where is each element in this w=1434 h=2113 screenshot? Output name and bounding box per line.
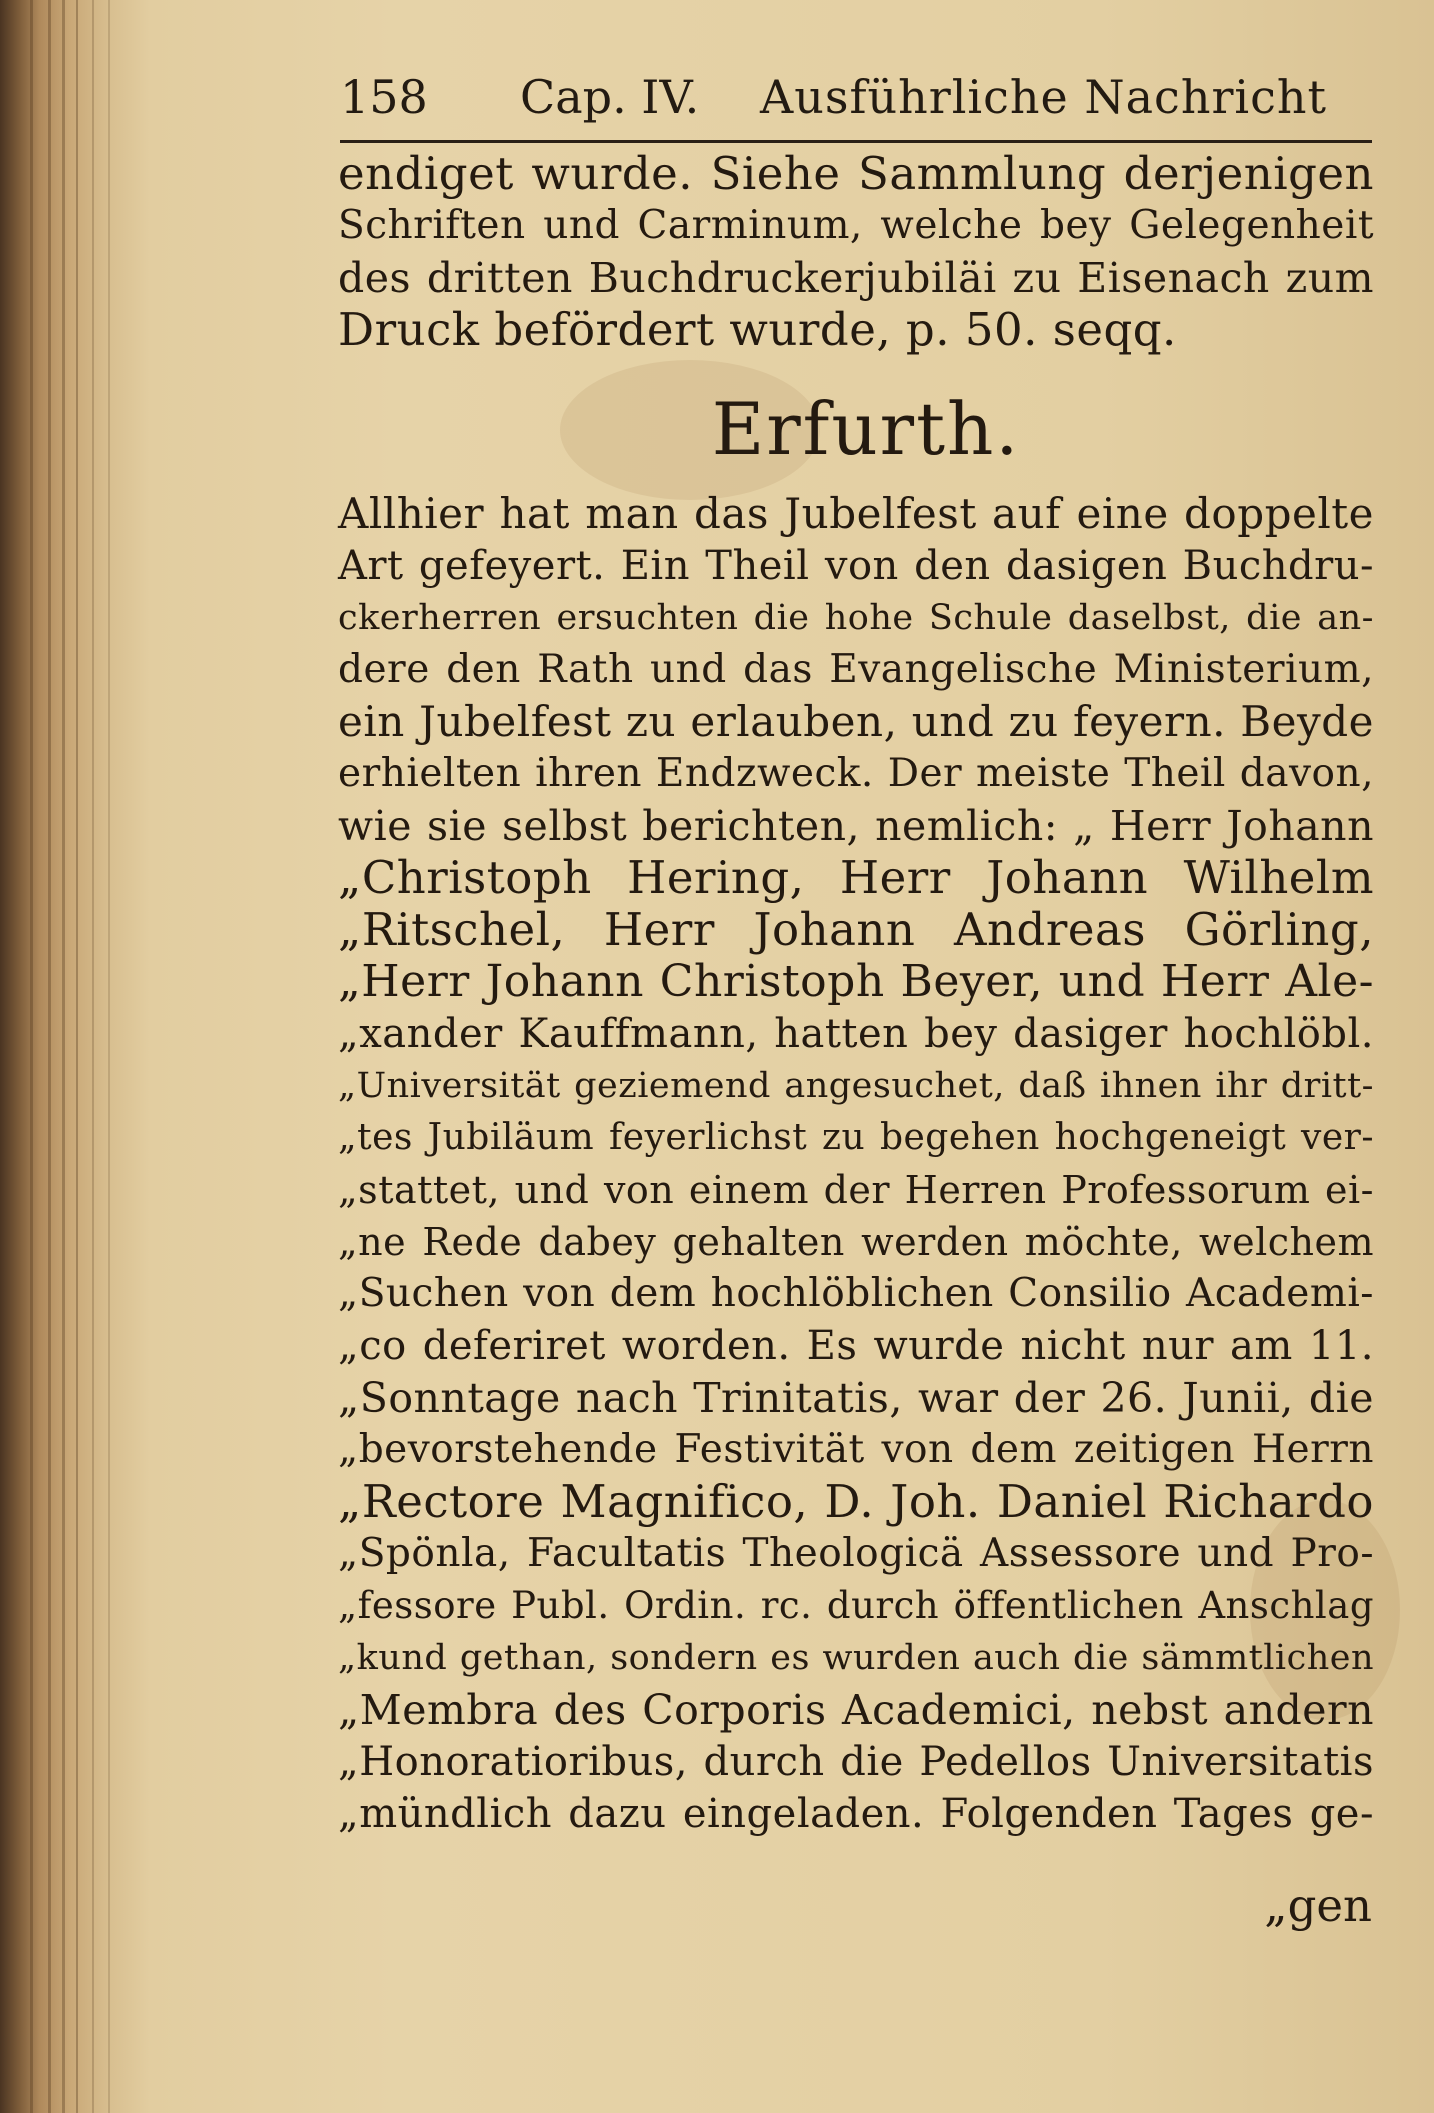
text-line: endiget wurde. Siehe Sammlung derjenigen — [338, 147, 1374, 200]
text-line: „Rectore Magnifico, D. Joh. Daniel Richardo — [338, 1475, 1374, 1528]
page-edge — [30, 0, 33, 2113]
text-line: „bevorstehende Festivität von dem zeitigen Herrn — [338, 1427, 1374, 1472]
text-line: dere den Rath und das Evangelische Ministerium, — [338, 647, 1374, 692]
text-line: „ne Rede dabey gehalten werden möchte, welchem — [338, 1220, 1374, 1264]
text-line: „Suchen von dem hochlöblichen Consilio Academi- — [338, 1271, 1374, 1316]
page-edge — [108, 0, 110, 2113]
section-heading: Erfurth. — [711, 387, 1021, 471]
chapter-label: Cap. IV. — [520, 70, 700, 124]
page-edge — [48, 0, 51, 2113]
text-line: „Universität geziemend angesuchet, daß ihnen ihr dritt- — [338, 1066, 1374, 1106]
page-edge — [92, 0, 94, 2113]
header-rule — [340, 140, 1372, 143]
running-head — [340, 62, 1372, 132]
page-number: 158 — [340, 70, 428, 124]
page-edge — [62, 0, 65, 2113]
text-line: des dritten Buchdruckerjubiläi zu Eisenach zum — [338, 254, 1374, 302]
text-line: „fessore Publ. Ordin. rc. durch öffentlichen Anschlag — [338, 1584, 1374, 1627]
catchword: „gen — [1264, 1879, 1372, 1932]
text-line: „xander Kauffmann, hatten bey dasiger hochlöbl. — [338, 1011, 1374, 1057]
text-line: „Ritschel, Herr Johann Andreas Görling, — [338, 903, 1374, 956]
text-line: „mündlich dazu eingeladen. Folgenden Tages ge- — [338, 1791, 1374, 1837]
text-line: erhielten ihren Endzweck. Der meiste Theil davon, — [338, 751, 1374, 796]
text-line: „kund gethan, sondern es wurden auch die sämmtlichen — [338, 1638, 1374, 1678]
text-line: „Christoph Hering, Herr Johann Wilhelm — [338, 851, 1374, 904]
text-line: „stattet, und von einem der Herren Professorum ei- — [338, 1168, 1374, 1212]
text-line: „Spönla, Facultatis Theologicä Assessore und Pro- — [338, 1531, 1374, 1576]
text-line: „Membra des Corporis Academici, nebst andern — [338, 1686, 1374, 1734]
text-line: „Herr Johann Christoph Beyer, und Herr Ale- — [338, 956, 1374, 1007]
text-line: Druck befördert wurde, p. 50. seqq. — [338, 303, 1177, 356]
text-line: Art gefeyert. Ein Theil von den dasigen Buchdru- — [338, 543, 1374, 589]
text-line: Schriften und Carminum, welche bey Gelegenheit — [338, 203, 1374, 248]
text-line: ckerherren ersuchten die hohe Schule daselbst, die an- — [338, 598, 1374, 638]
text-line: „Sonntage nach Trinitatis, war der 26. Junii, die — [338, 1374, 1374, 1422]
text-line: „Honoratioribus, durch die Pedellos Universitatis — [338, 1739, 1374, 1785]
body-text — [338, 148, 1374, 1840]
page-edge — [76, 0, 78, 2113]
text-line: „co deferiret worden. Es wurde nicht nur am 11. — [338, 1323, 1374, 1369]
text-line: „tes Jubiläum feyerlichst zu begehen hochgeneigt ver- — [338, 1117, 1374, 1158]
text-line: wie sie selbst berichten, nemlich: „ Herr Johann — [338, 802, 1374, 850]
text-line: Allhier hat man das Jubelfest auf eine doppelte — [338, 489, 1374, 538]
running-title: Ausführliche Nachricht — [760, 70, 1328, 124]
text-line: ein Jubelfest zu erlauben, und zu feyern. Beyde — [338, 697, 1374, 746]
